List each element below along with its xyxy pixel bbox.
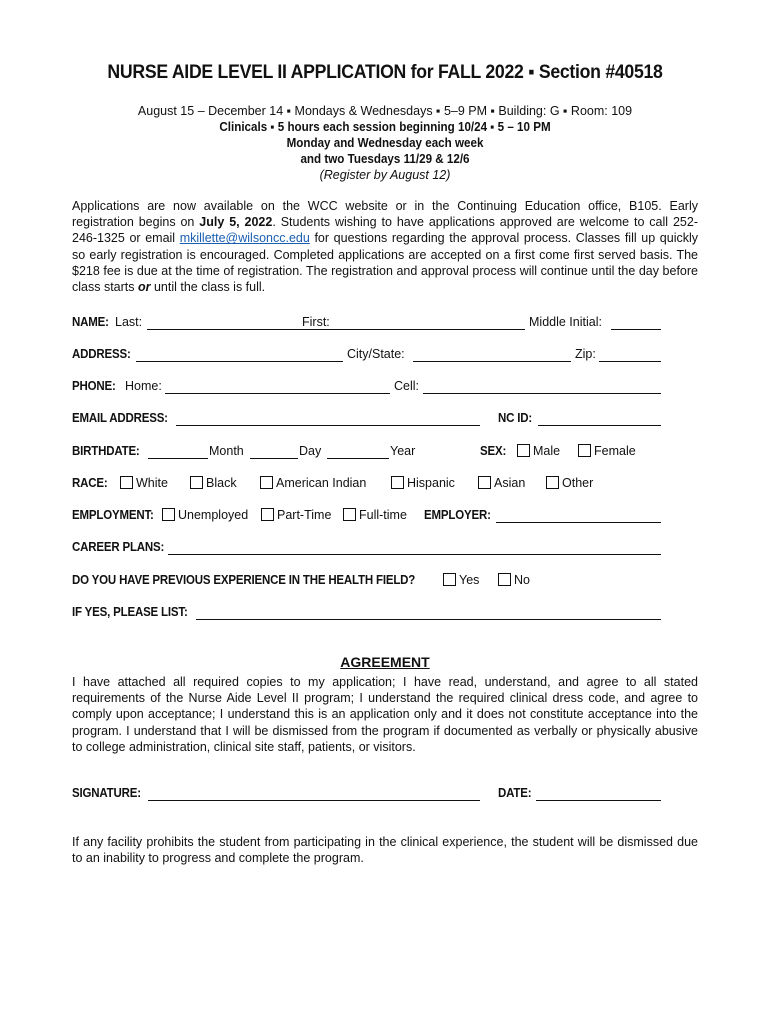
experience-no-checkbox[interactable] — [498, 573, 511, 586]
employment-row — [72, 508, 662, 526]
signature-field[interactable] — [148, 800, 480, 801]
email-link[interactable]: mkillette@wilsoncc.edu — [179, 231, 310, 246]
email-row — [72, 411, 662, 429]
if-yes-row — [72, 605, 662, 623]
last-label: Last: — [115, 315, 143, 329]
address-field[interactable] — [136, 361, 343, 362]
full-time-label: Full-time — [359, 508, 407, 522]
career-plans-label: CAREER PLANS: — [72, 540, 165, 554]
if-yes-label: IF YES, PLEASE LIST: — [72, 605, 188, 619]
male-checkbox[interactable] — [517, 444, 530, 457]
race-black-label: Black — [206, 476, 237, 490]
intro-text-4: until the class is full. — [150, 280, 266, 295]
name-row — [72, 315, 662, 333]
first-name-field[interactable] — [335, 329, 525, 330]
page-title: NURSE AIDE LEVEL II APPLICATION for FALL 2022 ▪ Section #40518 — [107, 62, 663, 83]
race-white-label: White — [136, 476, 168, 490]
part-time-label: Part-Time — [277, 508, 332, 522]
phone-label: PHONE: — [72, 379, 116, 393]
zip-label: Zip: — [575, 347, 596, 361]
date-field[interactable] — [536, 800, 661, 801]
middle-initial-label: Middle Initial: — [529, 315, 602, 329]
experience-row — [72, 573, 662, 591]
middle-initial-field[interactable] — [611, 329, 661, 330]
zip-field[interactable] — [599, 361, 661, 362]
male-label: Male — [533, 444, 561, 458]
birthdate-label: BIRTHDATE: — [72, 444, 140, 458]
clinicals-line: Clinicals ▪ 5 hours each session beginning 10/24 ▪ 5 – 10 PM — [219, 120, 551, 134]
signature-row — [72, 786, 662, 804]
name-label: NAME: — [72, 315, 109, 329]
female-label: Female — [594, 444, 636, 458]
intro-text-2: . Students wishing to have applications approved are welcome to call 252-246-1325 or email — [72, 215, 698, 246]
race-american-indian-label: American Indian — [276, 476, 367, 490]
part-time-checkbox[interactable] — [261, 508, 274, 521]
sex-label: SEX: — [480, 444, 507, 458]
registration-date: July 5, 2022 — [199, 215, 273, 230]
race-asian-label: Asian — [494, 476, 526, 490]
first-label: First: — [302, 315, 330, 329]
unemployed-label: Unemployed — [178, 508, 249, 522]
birth-year-field[interactable] — [327, 458, 389, 459]
day-label: Day — [299, 444, 322, 458]
footer-note: If any facility prohibits the student from participating in the clinical experience, the student will be dismissed due to an inability to progress and complete the program. — [72, 835, 698, 866]
city-state-field[interactable] — [413, 361, 571, 362]
agreement-text: I have attached all required copies to my application; I have read, understand, and agree to all stated requirements of the Nurse Aide Level II program; I understand the required clinical dress code, and agree to comply upon acceptance; I understand this is an application only and it does not constitute acceptance into the program. I understand that I will be dismissed from the program if documented as verbally or physically abusive to college administration, clinical site staff, patients, or visitors. — [72, 675, 698, 754]
agreement-title: AGREEMENT — [340, 654, 430, 670]
race-american-indian-checkbox[interactable] — [260, 476, 273, 489]
career-plans-field[interactable] — [168, 554, 661, 555]
intro-text-1: Applications are now available on the WCC website or in the Continuing Education office, B105. Early registration begins on — [72, 199, 698, 230]
month-label: Month — [209, 444, 244, 458]
employer-field[interactable] — [496, 522, 661, 523]
clinical-tuesdays-line: and two Tuesdays 11/29 & 12/6 — [300, 152, 470, 166]
address-row — [72, 347, 662, 365]
schedule-line: August 15 – December 14 ▪ Mondays & Wednesdays ▪ 5–9 PM ▪ Building: G ▪ Room: 109 — [137, 104, 633, 118]
birth-month-field[interactable] — [148, 458, 208, 459]
if-yes-field[interactable] — [196, 619, 661, 620]
date-label: DATE: — [498, 786, 532, 800]
race-white-checkbox[interactable] — [120, 476, 133, 489]
full-time-checkbox[interactable] — [343, 508, 356, 521]
email-address-label: EMAIL ADDRESS: — [72, 411, 168, 425]
race-black-checkbox[interactable] — [190, 476, 203, 489]
city-state-label: City/State: — [347, 347, 405, 361]
race-other-label: Other — [562, 476, 594, 490]
unemployed-checkbox[interactable] — [162, 508, 175, 521]
address-label: ADDRESS: — [72, 347, 131, 361]
intro-text-3: for questions regarding the approval process. Classes fill up quickly so early registration is encouraged. Completed applications are accepted on a first come first served basis. The $218 fee is due at the time of registration. The registration and approval process will continue until the day before class starts — [72, 231, 698, 295]
cell-label: Cell: — [394, 379, 420, 393]
race-asian-checkbox[interactable] — [478, 476, 491, 489]
year-label: Year — [390, 444, 416, 458]
intro-paragraph — [72, 198, 698, 295]
nc-id-field[interactable] — [538, 425, 661, 426]
home-label: Home: — [125, 379, 162, 393]
race-other-checkbox[interactable] — [546, 476, 559, 489]
or-word: or — [138, 280, 151, 295]
employment-label: EMPLOYMENT: — [72, 508, 154, 522]
career-plans-row — [72, 540, 662, 558]
race-hispanic-checkbox[interactable] — [391, 476, 404, 489]
signature-label: SIGNATURE: — [72, 786, 141, 800]
birthdate-row — [72, 444, 662, 462]
birth-day-field[interactable] — [250, 458, 298, 459]
cell-phone-field[interactable] — [423, 393, 661, 394]
register-by-line: (Register by August 12) — [319, 168, 451, 182]
phone-row — [72, 379, 662, 397]
experience-yes-label: Yes — [459, 573, 480, 587]
experience-no-label: No — [514, 573, 530, 587]
email-address-field[interactable] — [176, 425, 480, 426]
employer-label: EMPLOYER: — [424, 508, 491, 522]
nc-id-label: NC ID: — [498, 411, 533, 425]
race-label: RACE: — [72, 476, 108, 490]
experience-question-label: DO YOU HAVE PREVIOUS EXPERIENCE IN THE HEALTH FIELD? — [72, 573, 416, 587]
female-checkbox[interactable] — [578, 444, 591, 457]
home-phone-field[interactable] — [165, 393, 390, 394]
clinical-days-line: Monday and Wednesday each week — [286, 136, 484, 150]
race-hispanic-label: Hispanic — [407, 476, 455, 490]
experience-yes-checkbox[interactable] — [443, 573, 456, 586]
race-row — [72, 476, 662, 494]
